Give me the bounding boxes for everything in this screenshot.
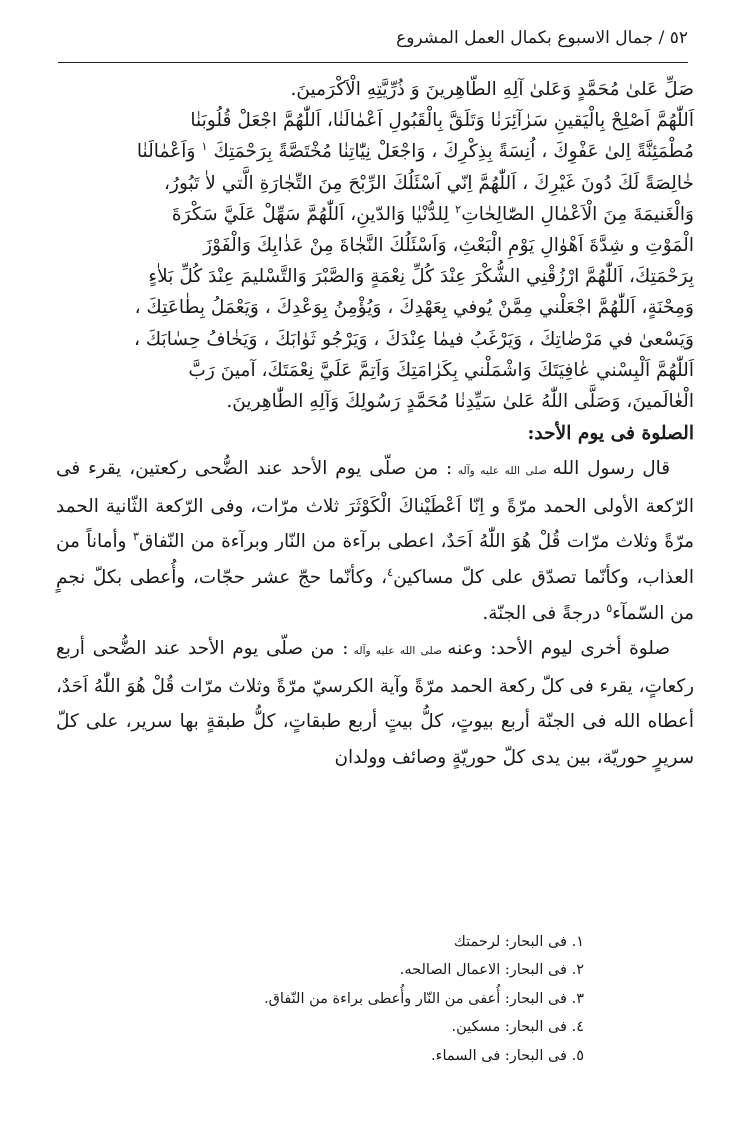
paragraph-sunday-prayer xyxy=(56,451,694,631)
supplication-text: لِلدُّنْيٰا وَالدّينِ، اَللّٰهُمَّ سَهِّلْ عَلَيَّ سَكْرَةَ xyxy=(171,203,455,225)
supplication-line: صَلِّ عَلىٰ مُحَمَّدٍ وَعَلىٰ آلِهِ الطّاهِرينَ وَ ذُرِّيَّتِهِ الْاَكْرَمينَ. xyxy=(290,79,694,100)
footnotes xyxy=(140,928,584,1070)
running-header xyxy=(58,28,688,56)
footnote-marker: ٢ xyxy=(455,201,462,216)
paragraph-text: وأماناً من العذاب، وكأنّما تصدّق على كلّ مساكين xyxy=(56,531,694,589)
paragraph-text: : من صلّى يوم الأحد عند الضُّحى أربع ركعاتٍ، يقرء فى كلّ ركعة الحمد مرّةً وآية الكرسيّ مرّةً وثلاث مرّات قُلْ هُوَ اللّٰهُ اَحَدٌ، أعطاه الله فى الجنّة أربع بيوتٍ، كلُّ بيتٍ أربع طبقاتٍ، كلُّ طبقةٍ بها سرير، على كلّ سريرٍ حوريّة، بين يدى كلّ حوريّةٍ وصائف وولدان xyxy=(56,638,694,768)
supplication-line: اَللّٰهُمَّ اَلْبِسْني عٰافِيَتَكَ وَاشْمَلْني بِكَرٰامَتِكَ وَاَتِمَّ عَلَيَّ نِعْمَتَكَ، آمينَ رَبَّ xyxy=(188,359,694,381)
paragraph-text: ، وكأنّما حجّ عشر حجّات، وأُعطى بكلّ نجمٍ من السّمآء xyxy=(56,567,694,624)
supplication-text: وَالْغَنيمَةَ مِنَ الْاَعْمٰالِ الصّٰالِحٰاتِ xyxy=(461,203,694,225)
supplication-line: وَيَسْعىٰ في مَرْضٰاتِكَ ، وَيَرْغَبُ فيمٰا عِنْدَكَ ، وَيَرْجُو ثَوٰابَكَ ، وَيَخٰافُ حِسٰابَكَ ، xyxy=(133,328,694,350)
footnote: ٥. فى البحار: فى السماء. xyxy=(431,1047,584,1064)
supplication-line xyxy=(56,199,694,230)
page-body xyxy=(56,74,694,776)
book-title: جمال الاسبوع بكمال العمل المشروع xyxy=(396,28,654,48)
supplication-line: الْمَوْتِ و شِدَّةَ اَهْوٰالِ يَوْمِ الْبَعْثِ، وَاَسْئَلُكَ النَّجٰاةَ مِنْ عَذٰابِكَ وَالْفَوْزَ xyxy=(203,235,694,257)
honorific: صلى الله عليه وآله xyxy=(452,464,553,478)
paragraph-text: صلوة أخرى ليوم الأحد: وعنه xyxy=(447,638,670,660)
footnote: ٤. فى البحار: مسكين. xyxy=(451,1019,584,1036)
paragraph-text: درجةً فى الجنّة. xyxy=(482,602,607,624)
header-separator: / xyxy=(653,28,670,48)
supplication-line: وَمِحْنَةٍ، اَللّٰهُمَّ اجْعَلْني مِمَّنْ يُوفي بِعَهْدِكَ ، وَيُؤْمِنُ بِوَعْدِكَ ، وَيَعْمَلُ بِطٰاعَتِكَ ، xyxy=(134,297,694,319)
footnote: ٢. فى البحار: الاعمال الصالحه. xyxy=(399,962,584,979)
header-rule xyxy=(58,62,688,63)
footnote-marker: ٣ xyxy=(132,529,139,544)
footnote-marker: ١ xyxy=(201,139,208,154)
paragraph-text: : من صلّى يوم الأحد عند الضُّحى ركعتين، يقرء فى الرّكعة الأولى الحمد مرّةً و اِنّا اَعْطَيْناكَ الْكَوْثَرَ ثلاث مرّات، وفى الرّكعة الثّانية الحمد مرّةً وثلاث مرّات قُلْ هُوَ اللّٰهُ اَحَدٌ، اعطى برآءة من النّار وبرآءة من النّفاق xyxy=(56,458,694,553)
supplication-block xyxy=(56,74,694,417)
footnote: ٣. فى البحار: أُعفى من النّار وأُعطى براءة من النّفاق. xyxy=(264,990,584,1007)
supplication-text: وَاَعْمٰالَنٰا xyxy=(136,141,202,163)
supplication-line: اَللّٰهُمَّ اَصْلِحْ بِالْيَقينِ سَرٰآئِرَنٰا وَتَلَقَّ بِالْقَبُولِ اَعْمٰالَنٰا، اَللّٰهُمَّ اجْعَلْ قُلُوبَنٰا xyxy=(190,110,694,132)
supplication-line xyxy=(56,136,694,167)
footnote-marker: ٤ xyxy=(387,564,394,579)
honorific: صلى الله عليه وآله xyxy=(348,644,448,658)
supplication-line: الْعٰالَمينَ، وَصَلَّى اللّٰهُ عَلىٰ سَيِّدِنٰا مُحَمَّدٍ رَسُولِكَ وَآلِهِ الطّٰاهِرينَ. xyxy=(226,391,694,413)
footnote-marker: ٥ xyxy=(606,600,613,615)
paragraph-text: قال رسول الله xyxy=(552,458,670,480)
supplication-line: بِرَحْمَتِكَ، اَللّٰهُمَّ ارْزُقْنِي الشُّكْرَ عِنْدَ كُلِّ نِعْمَةٍ وَالصَّبْرَ وَالتَّسْليمَ عِنْدَ كُلِّ بَلاٰءٍ xyxy=(148,266,694,288)
paragraph-another-sunday-prayer xyxy=(56,631,694,775)
supplication-text: مُطْمَئِنَّةً اِلىٰ عَفْوِكَ ، اُنِسَةً بِذِكْرِكَ ، وَاجْعَلْ نِيّٰاتِنٰا مُخْتَصَّةً بِرَحْمَتِكَ xyxy=(213,141,694,163)
supplication-line: خٰالِصَةً لَكَ دُونَ غَيْرِكَ ، اَللّٰهُمَّ اِنّي اَسْئَلُكَ الرِّبْحَ مِنَ التِّجٰارَةِ الَّتي لاٰ تَبُورُ، xyxy=(163,172,694,194)
section-heading: الصلوة فى يوم الأحد: xyxy=(527,423,694,445)
footnote: ١. فى البحار: لرحمتك xyxy=(453,934,584,950)
page-number: ٥٢ xyxy=(669,28,688,48)
